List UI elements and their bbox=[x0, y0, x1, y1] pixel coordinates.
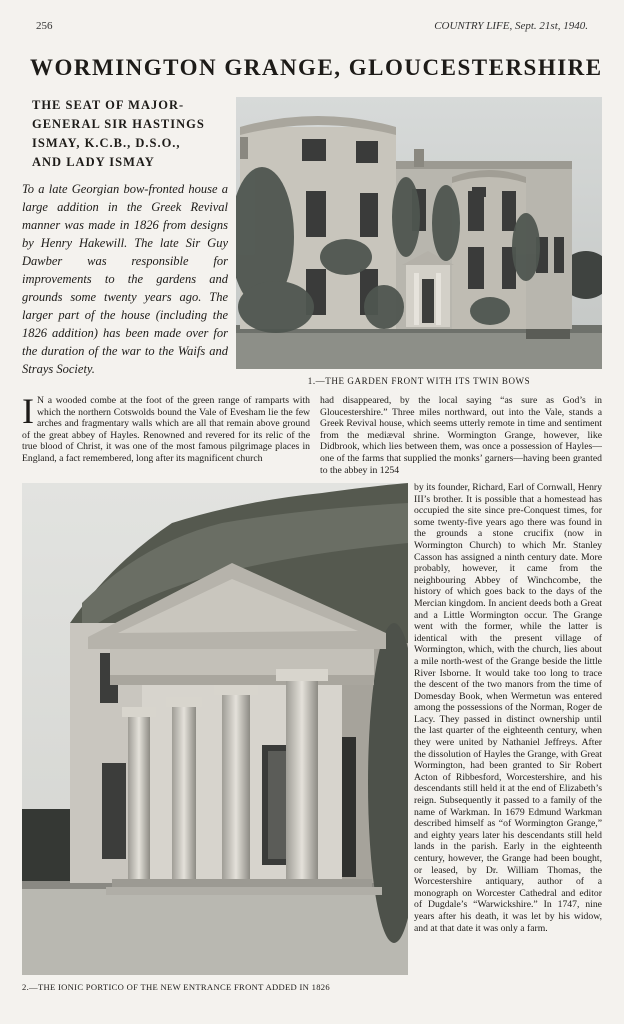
article-subtitle bbox=[32, 96, 218, 172]
garden-front-photo bbox=[236, 97, 602, 369]
figure-2-caption: 2.—THE IONIC PORTICO OF THE NEW ENTRANCE FRONT ADDED IN 1826 bbox=[22, 982, 330, 992]
column-1-text: N a wooded combe at the foot of the green range of ramparts with which the northern Cotswolds bound the Vale of Evesham lie the few arches and fragmentary walls which are all that remain above ground of the great abbey of Hayles. Renowned and revered for its relic of the true blood of Christ, it was one of the most famous pilgrimage places in England, a fact remembered, long after its magnificent church bbox=[22, 395, 310, 464]
subtitle-line: THE SEAT OF MAJOR- bbox=[32, 98, 185, 112]
running-header bbox=[36, 20, 588, 36]
page-number: 256 bbox=[36, 20, 53, 32]
body-column-2: had disappeared, by the local saying “as sure as God’s in Gloucestershire.” Three miles northward, out into the Vale, stands a Greek Revival house, which seems utterly remote in time and sentiment from the mediæval shrine. Wormington Grange, however, like Didbrook, which lies between them, was once a possession of Hayles—one of the farms that supplied the monks’ garners—having been granted to the abbey in 1254 bbox=[320, 395, 602, 476]
body-column-3: by its founder, Richard, Earl of Cornwall, Henry III’s brother. It is possible that a homestead has occupied the site since pre-Conquest times, for some twenty-five years ago there was found in the grounds a stone crucifix (now in Wormington Church) to which Mr. Stanley Casson has assigned a ninth century date. More probably, however, it came from the neighbouring Abbey of Winchcombe, the history of which goes back to the days of the Mercian kingdom. In ancient deeds both a Great and a Little Wormington occur. The Grange went with the former, while the latter is identical with the present village of Wormington, which, with the church, lies about a mile north-west of the Grange beside the little River Isborne. It would take too long to trace the descent of the two manors from the time of Domesday Book, when Wermetun was entered among the possessions of the Norman, Roger de Lacy. They passed in distinct ownership until the last quarter of the eighteenth century, when they were united by Nathaniel Jeffreys. After the dissolution of Hayles the Grange, with Great Wormington, had been granted to Sir Robert Acton of Ribbesford, Worcestershire, and his descendants still held it at the end of Elizabeth’s reign. Subsequently it passed to a family of the name of Warkman. In 1679 Edmund Warkman described himself as “of Wormington Grange,” and eighty years later his descendants still held lands in the parish. Early in the eighteenth century, however, the Grange had been bought, or leased, by Dr. William Thomas, the Worcestershire antiquary, author of a monograph on Worcester Cathedral and editor of Dugdale’s “Warwickshire.” In 1747, nine years after his death, it was let by his widow, and at that date it was only a farm. bbox=[414, 482, 602, 934]
subtitle-line: ISMAY, K.C.B., D.S.O., bbox=[32, 136, 181, 150]
drop-cap: I bbox=[22, 391, 34, 431]
subtitle-line: GENERAL SIR HASTINGS bbox=[32, 117, 205, 131]
figure-1-caption: 1.—THE GARDEN FRONT WITH ITS TWIN BOWS bbox=[307, 376, 531, 386]
intro-paragraph: To a late Georgian bow-fronted house a large addition in the Greek Revival manner was made in 1826 from designs by Henry Hakewill. The late Sir Guy Dawber was responsible for improvements to the gardens and grounds some twenty years ago. The larger part of the house (including the 1826 addition) has been made over for the duration of the war to the Waifs and Strays Society. bbox=[22, 182, 228, 376]
subtitle-line: AND LADY ISMAY bbox=[32, 155, 155, 169]
ionic-portico-photo bbox=[22, 483, 408, 975]
magazine-issue: COUNTRY LIFE, Sept. 21st, 1940. bbox=[434, 20, 588, 32]
body-column-1 bbox=[22, 391, 310, 465]
article-title: WORMINGTON GRANGE, GLOUCESTERSHIRE bbox=[30, 55, 603, 80]
